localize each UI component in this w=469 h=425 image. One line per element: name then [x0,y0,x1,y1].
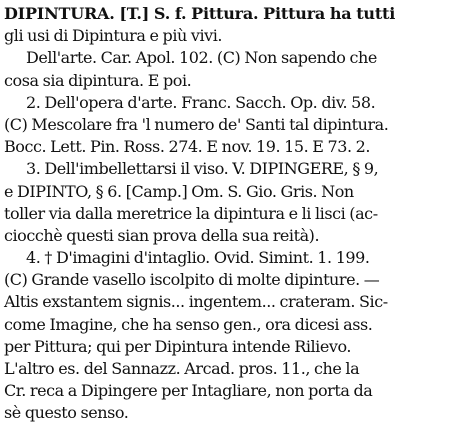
entry-line: Altis exstantem signis... ingentem... crateram. Sic- [4,292,388,312]
entry-line: Cr. reca a Dipingere per Intagliare, non porta da [4,381,373,401]
entry-line: 4. † D'imagini d'intaglio. Ovid. Simint. 1. 199. [26,248,370,268]
entry-line: 3. Dell'imbellettarsi il viso. V. DIPINGERE, § 9, [26,159,379,179]
entry-line: Dell'arte. Car. Apol. 102. (C) Non sapendo che [26,48,377,68]
entry-line: sè questo senso. [4,403,129,423]
entry-line: (C) Mescolare fra 'l numero de' Santi tal dipintura. [4,114,389,134]
entry-line: (C) Grande vasello iscolpito di molte dipinture. — [4,270,380,290]
entry-line [4,3,466,25]
entry-line: 2. Dell'opera d'arte. Franc. Sacch. Op. div. 58. [26,92,376,112]
entry-line: ciocchè questi sian prova della sua reità). [4,225,320,245]
headword: DIPINTURA. [T.] S. f. Pittura. Pittura ha tutti [4,4,396,23]
entry-line: cosa sia dipintura. E poi. [4,70,192,90]
dictionary-entry [4,3,466,425]
entry-line: e DIPINTO, § 6. [Camp.] Om. S. Gio. Gris. Non [4,181,354,201]
entry-line: L'altro es. del Sannazz. Arcad. pros. 11., che la [4,359,360,378]
entry-line: come Imagine, che ha senso gen., ora dicesi ass. [4,314,373,334]
entry-line: Bocc. Lett. Pin. Ross. 274. E nov. 19. 15. E 73. 2. [4,137,371,157]
entry-line: toller via dalla meretrice la dipintura e li lisci (ac- [4,203,378,223]
entry-line: gli usi di Dipintura e più vivi. [4,26,223,46]
entry-line: per Pittura; qui per Dipintura intende Rilievo. [4,336,351,356]
